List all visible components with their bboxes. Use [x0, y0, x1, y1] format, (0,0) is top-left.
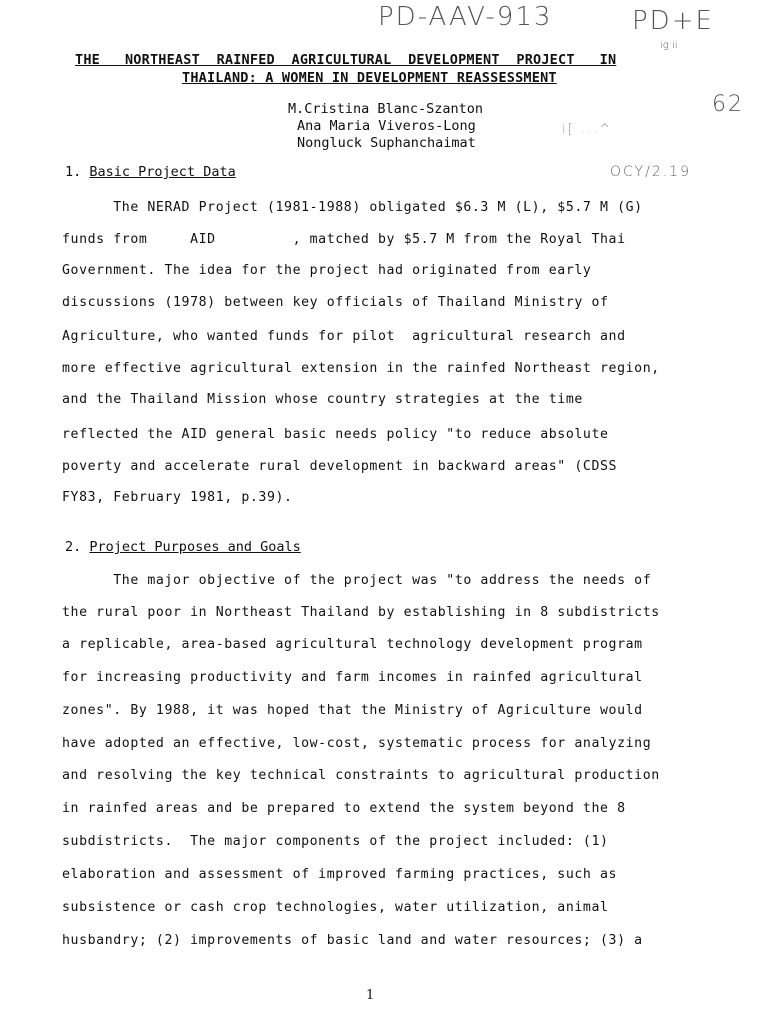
- text-line: and resolving the key technical constraints to agricultural production: [62, 768, 660, 783]
- section-2-heading: [65, 539, 301, 555]
- handwritten-note-small: ig ii: [660, 40, 678, 51]
- handwritten-note-62: 62: [712, 92, 744, 117]
- text-line: and the Thailand Mission whose country strategies at the time: [62, 392, 583, 407]
- handwritten-note-top-right: PD+E: [632, 6, 714, 36]
- author-1: M.Cristina Blanc-Szanton: [288, 101, 484, 117]
- text-line: funds from AID , matched by $5.7 M from the Royal Thai: [62, 232, 626, 247]
- text-line: Agriculture, who wanted funds for pilot agricultural research and: [62, 329, 626, 344]
- text-line: Government. The idea for the project had originated from early: [62, 263, 592, 278]
- text-line: husbandry; (2) improvements of basic land and water resources; (3) a: [62, 933, 643, 948]
- author-2: Ana Maria Viveros-Long: [297, 118, 476, 134]
- handwritten-note-top: PD-AAV-913: [378, 2, 553, 32]
- text-line: The major objective of the project was "to address the needs of: [62, 573, 652, 588]
- section-1-number: 1.: [65, 164, 82, 180]
- text-line: have adopted an effective, low-cost, systematic process for analyzing: [62, 736, 652, 751]
- document-title-line-1: THE NORTHEAST RAINFED AGRICULTURAL DEVELOPMENT PROJECT IN: [75, 52, 617, 68]
- document-title-line-2: THAILAND: A WOMEN IN DEVELOPMENT REASSESSMENT: [182, 70, 557, 86]
- text-line: in rainfed areas and be prepared to extend the system beyond the 8: [62, 801, 626, 816]
- text-line: elaboration and assessment of improved farming practices, such as: [62, 867, 618, 882]
- text-line: more effective agricultural extension in the rainfed Northeast region,: [62, 361, 660, 376]
- text-line: reflected the AID general basic needs policy "to reduce absolute: [62, 427, 609, 442]
- page-number: 1: [366, 988, 375, 1003]
- text-line: The NERAD Project (1981-1988) obligated $6.3 M (L), $5.7 M (G): [62, 200, 643, 215]
- handwritten-note-mid: i[ ...^: [562, 122, 613, 137]
- text-line: discussions (1978) between key officials of Thailand Ministry of: [62, 295, 609, 310]
- author-3: Nongluck Suphanchaimat: [297, 135, 476, 151]
- handwritten-doc-code: OCY/2.19: [610, 164, 691, 180]
- section-1-title: Basic Project Data: [89, 164, 236, 180]
- text-line: a replicable, area-based agricultural technology development program: [62, 637, 643, 652]
- text-line: the rural poor in Northeast Thailand by establishing in 8 subdistricts: [62, 605, 660, 620]
- section-2-title: Project Purposes and Goals: [89, 539, 301, 555]
- section-1-heading: [65, 164, 236, 180]
- text-line: subsistence or cash crop technologies, water utilization, animal: [62, 900, 609, 915]
- text-line: zones". By 1988, it was hoped that the Ministry of Agriculture would: [62, 703, 643, 718]
- text-line: subdistricts. The major components of the project included: (1): [62, 834, 609, 849]
- section-2-number: 2.: [65, 539, 82, 555]
- text-line: poverty and accelerate rural development in backward areas" (CDSS: [62, 459, 618, 474]
- text-line: for increasing productivity and farm incomes in rainfed agricultural: [62, 670, 643, 685]
- text-line: FY83, February 1981, p.39).: [62, 490, 293, 505]
